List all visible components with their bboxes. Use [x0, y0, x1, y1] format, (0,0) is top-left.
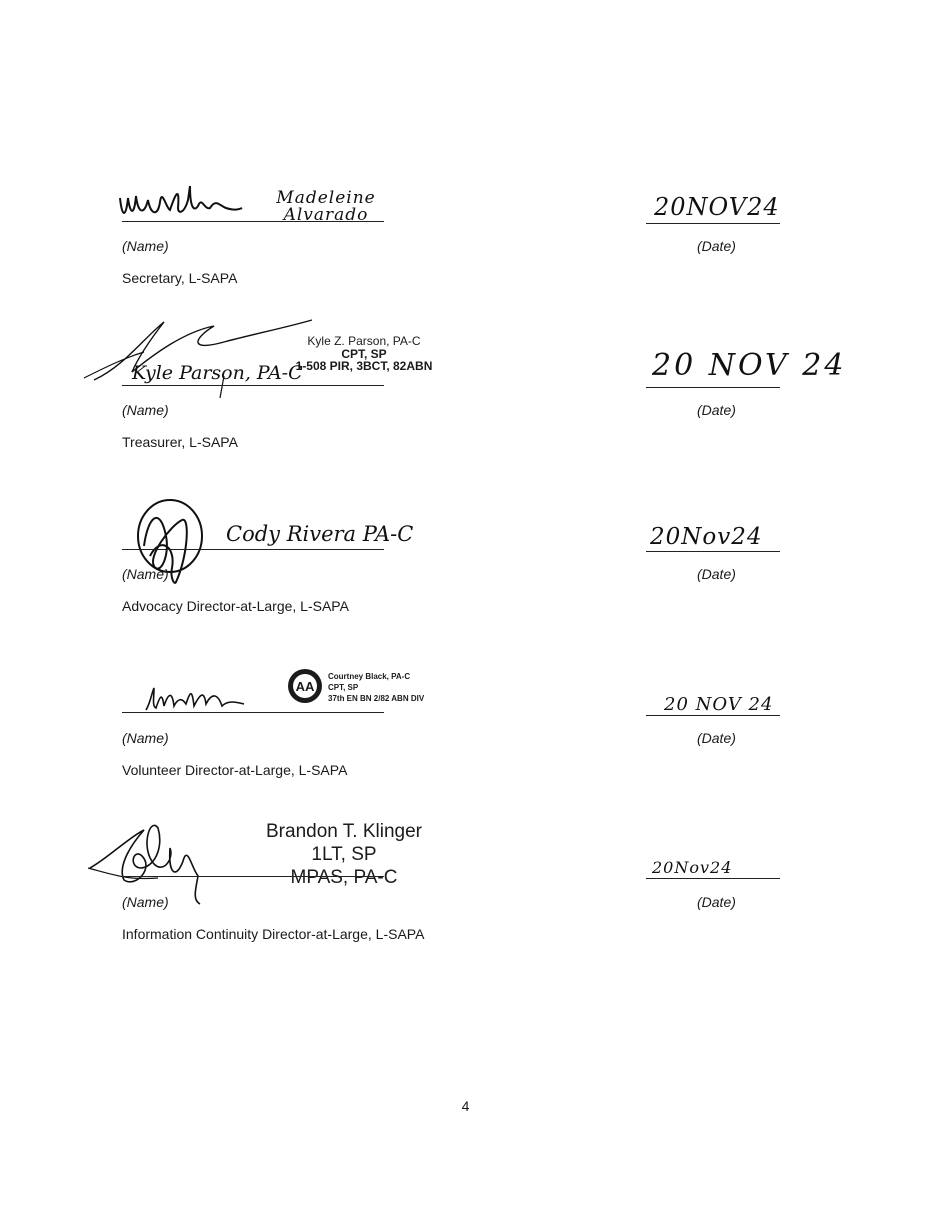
- date-label: (Date): [697, 894, 736, 910]
- official-stamp: [284, 335, 444, 373]
- stamp-line: 1LT, SP: [311, 844, 377, 865]
- stamp-line: 37th EN BN 2/82 ABN DIV: [328, 694, 425, 703]
- stamp-line: MPAS, PA-C: [290, 867, 398, 888]
- 82nd-airborne-insignia-icon: [287, 668, 323, 704]
- svg-text:AA: AA: [295, 679, 315, 694]
- name-label: (Name): [122, 402, 169, 418]
- signature-courtney-black: [142, 684, 246, 714]
- date-handwritten: 20Nov24: [650, 524, 763, 550]
- name-signature-line: [122, 876, 384, 877]
- role-title: Advocacy Director-at-Large, L-SAPA: [122, 598, 349, 614]
- printed-name-handwritten: Kyle Parson, PA-C: [132, 362, 303, 384]
- date-signature-line: [646, 223, 780, 224]
- date-signature-line: [646, 878, 780, 879]
- stamp-line: Brandon T. Klinger: [266, 821, 422, 842]
- role-title: Secretary, L-SAPA: [122, 270, 238, 286]
- stamp-line: CPT, SP: [328, 683, 359, 692]
- name-signature-line: [122, 712, 384, 713]
- official-stamp: [328, 671, 424, 704]
- stamp-line: Courtney Black, PA-C: [328, 672, 411, 681]
- name-label: (Name): [122, 894, 169, 910]
- date-handwritten: 20Nov24: [652, 858, 733, 877]
- role-title: Volunteer Director-at-Large, L-SAPA: [122, 762, 348, 778]
- date-label: (Date): [697, 402, 736, 418]
- date-handwritten: 20 NOV 24: [652, 348, 847, 383]
- date-label: (Date): [697, 238, 736, 254]
- name-signature-line: [122, 385, 384, 386]
- date-label: (Date): [697, 730, 736, 746]
- date-signature-line: [646, 387, 780, 388]
- date-signature-line: [646, 715, 780, 716]
- signature-kyle-parson: [84, 318, 314, 398]
- name-label: (Name): [122, 238, 169, 254]
- stamp-line: Kyle Z. Parson, PA-C: [307, 334, 421, 348]
- page-number: 4: [461, 1098, 470, 1114]
- name-label: (Name): [122, 566, 169, 582]
- name-signature-line: [122, 549, 384, 550]
- date-label: (Date): [697, 566, 736, 582]
- printed-name-handwritten: Cody Rivera PA-C: [226, 522, 414, 546]
- printed-name-handwritten: Madeleine Alvarado: [276, 188, 376, 225]
- role-title: Information Continuity Director-at-Large, L-SAPA: [122, 926, 425, 942]
- date-handwritten: 20NOV24: [654, 193, 780, 221]
- name-signature-line: [122, 221, 384, 222]
- role-title: Treasurer, L-SAPA: [122, 434, 238, 450]
- date-handwritten: 20 NOV 24: [664, 694, 774, 715]
- stamp-line: 1-508 PIR, 3BCT, 82ABN: [295, 359, 433, 374]
- date-signature-line: [646, 551, 780, 552]
- official-stamp: [254, 820, 434, 889]
- name-label: (Name): [122, 730, 169, 746]
- signature-madeleine: [118, 178, 258, 223]
- stamp-line: CPT, SP: [341, 346, 387, 361]
